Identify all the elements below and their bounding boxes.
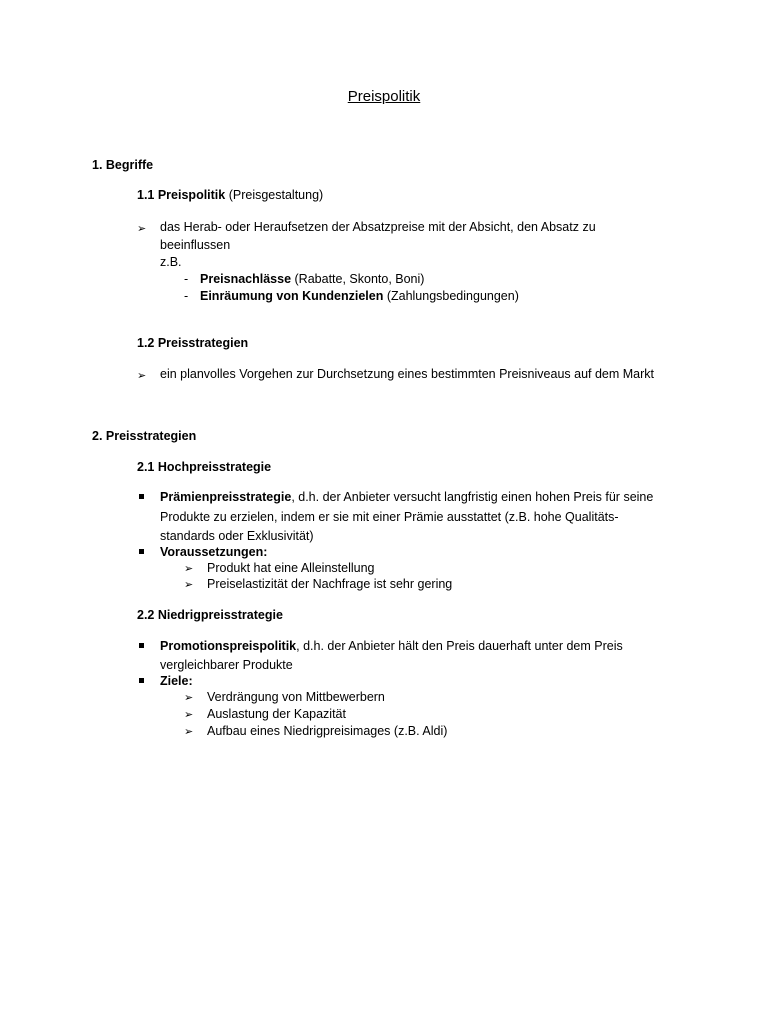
arrow-bullet-icon: ➢ [184, 579, 194, 591]
subsection-1-1-bold: 1.1 Preispolitik [137, 188, 226, 202]
promotion-strategy-line-2: vergleichbarer Produkte [160, 658, 293, 672]
definition-line-2: beeinflussen [160, 238, 231, 252]
subsection-1-1-rest: (Preisgestaltung) [225, 188, 324, 202]
subsection-2-2-heading: 2.2 Niedrigpreisstrategie [137, 608, 283, 622]
arrow-bullet-icon: ➢ [184, 563, 194, 575]
premium-strategy-rest: , d.h. der Anbieter versucht langfristig einen hohen Preis für seine [291, 490, 654, 504]
premium-strategy-term: Prämienpreisstrategie [160, 490, 292, 504]
example-item-1-rest: (Rabatte, Skonto, Boni) [291, 272, 425, 286]
promotion-strategy-rest: , d.h. der Anbieter hält den Preis dauerhaft unter dem Preis [296, 639, 623, 653]
prerequisite-item: Preiselastizität der Nachfrage ist sehr gering [207, 577, 453, 591]
premium-strategy-line-1 [160, 490, 653, 504]
page-title: Preispolitik [347, 88, 421, 105]
promotion-strategy-term: Promotionspreispolitik [160, 639, 297, 653]
subsection-2-1-heading: 2.1 Hochpreisstrategie [137, 460, 272, 474]
example-label: z.B. [160, 255, 182, 269]
square-bullet-icon [139, 643, 144, 648]
subsection-1-1-heading [137, 188, 323, 202]
arrow-bullet-icon: ➢ [137, 223, 147, 235]
prerequisite-item: Produkt hat eine Alleinstellung [207, 561, 375, 575]
definition-line-1: das Herab- oder Heraufsetzen der Absatzpreise mit der Absicht, den Absatz zu [160, 220, 596, 234]
goal-item: Aufbau eines Niedrigpreisimages (z.B. Aldi) [207, 724, 448, 738]
arrow-bullet-icon: ➢ [184, 709, 194, 721]
premium-strategy-line-2: Produkte zu erzielen, indem er sie mit einer Prämie ausstattet (z.B. hohe Qualitäts- [160, 510, 619, 524]
square-bullet-icon [139, 678, 144, 683]
dash-bullet: - [184, 272, 189, 286]
square-bullet-icon [139, 549, 144, 554]
promotion-strategy-line-1 [160, 639, 623, 653]
section-2-heading: 2. Preisstrategien [92, 429, 197, 443]
example-item-2 [200, 289, 519, 303]
subsection-1-2-heading: 1.2 Preisstrategien [137, 336, 249, 350]
example-item-1-bold: Preisnachlässe [200, 272, 292, 286]
example-item-2-bold: Einräumung von Kundenzielen [200, 289, 384, 303]
strategy-definition: ein planvolles Vorgehen zur Durchsetzung eines bestimmten Preisniveaus auf dem Markt [160, 367, 655, 381]
dash-bullet: - [184, 289, 189, 303]
example-item-1 [200, 272, 424, 286]
square-bullet-icon [139, 494, 144, 499]
arrow-bullet-icon: ➢ [184, 726, 194, 738]
example-item-2-rest: (Zahlungsbedingungen) [383, 289, 519, 303]
section-1-heading: 1. Begriffe [92, 158, 154, 172]
goals-label: Ziele: [160, 674, 193, 688]
arrow-bullet-icon: ➢ [137, 370, 147, 382]
prerequisites-label: Voraussetzungen: [160, 545, 268, 559]
goal-item: Auslastung der Kapazität [207, 707, 346, 721]
goal-item: Verdrängung von Mittbewerbern [207, 690, 385, 704]
arrow-bullet-icon: ➢ [184, 692, 194, 704]
premium-strategy-line-3: standards oder Exklusivität) [160, 529, 314, 543]
